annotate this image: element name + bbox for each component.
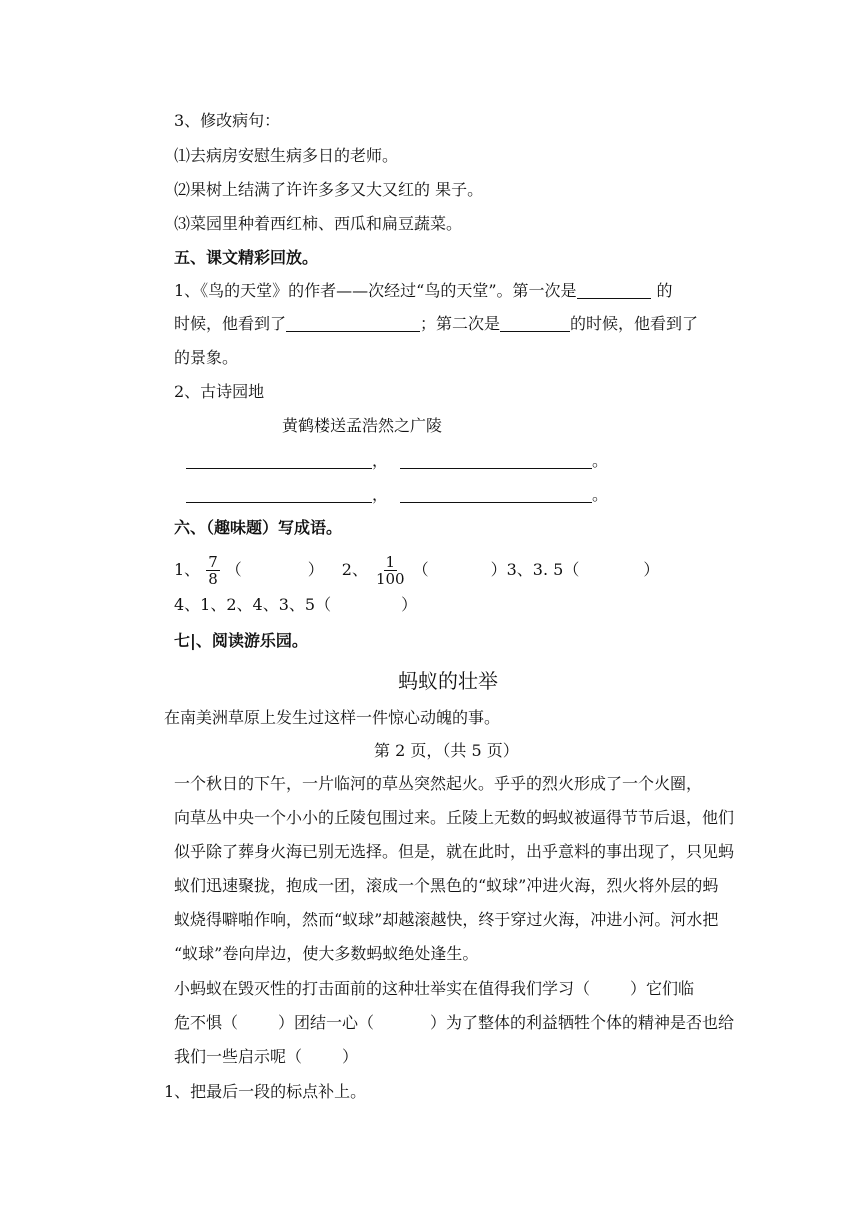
poem-comma-1: ， <box>372 451 389 470</box>
fraction-one-hundredth <box>374 554 407 587</box>
section-5-heading: 五、课文精彩回放。 <box>174 248 319 267</box>
q3-item-2: ⑵果树上结满了许许多多又大又红的 果子。 <box>174 180 484 199</box>
paren-close-1: ） <box>307 560 324 579</box>
q3-item-3: ⑶菜园里种着西红柿、西瓜和扁豆蔬菜。 <box>174 214 463 233</box>
para2-text-3b: ） <box>342 1047 359 1066</box>
para2-text-1a: 小蚂蚁在毁灭性的打击面前的这种壮举实在值得我们学习（ <box>174 979 591 998</box>
sec5-q1-line2 <box>174 313 698 335</box>
article-title: 蚂蚁的壮举 <box>398 669 498 693</box>
section-7-heading: 七|、阅读游乐园。 <box>174 631 308 650</box>
sec5-q1-line1 <box>174 280 673 302</box>
sec5-q1-text-c: 时候，他看到了 <box>174 314 287 333</box>
para2-text-2a: 危不惧（ <box>174 1013 239 1032</box>
item-4-text: 4、1、2、4、3、5（ <box>174 595 332 614</box>
sec5-q1-text-b: 的 <box>656 281 673 300</box>
poem-title: 黄鹤楼送孟浩然之广陵 <box>282 416 443 435</box>
fraction-2-numerator: 1 <box>385 553 396 571</box>
poem-line-1 <box>186 450 608 472</box>
sec5-q1-text-a: 1、《鸟的天堂》的作者——次经过“鸟的天堂”。第一次是 <box>174 281 577 300</box>
para2-text-2b: ）团结一心（ <box>278 1013 375 1032</box>
poem-line-2 <box>186 484 608 506</box>
q3-heading: 3、修改病句： <box>174 111 281 130</box>
fraction-1-denominator: 8 <box>208 570 218 588</box>
item-3-text: ）3、3. 5（ <box>490 560 580 579</box>
poem-comma-2: ， <box>372 485 389 504</box>
paren-open-2: （ <box>412 560 429 579</box>
para2-text-3a: 我们一些启示呢（ <box>174 1047 303 1066</box>
para2-line-1 <box>174 978 694 1000</box>
sec6-row2 <box>174 594 417 616</box>
section-6-heading: 六、（趣味题）写成语。 <box>174 518 343 537</box>
poem-blank-4[interactable] <box>400 502 592 503</box>
sec5-q1-text-e: 的时候，他看到了 <box>570 314 699 333</box>
para1-line-3: 似乎除了葬身火海已别无选择。但是，就在此时，出乎意料的事出现了，只见蚂 <box>174 842 735 861</box>
answer-blank-second-time[interactable] <box>500 331 570 332</box>
poem-period-1: 。 <box>592 451 609 470</box>
para1-line-5: 蚁烧得噼啪作响，然而“蚁球”却越滚越快，终于穿过火海，冲进小河。河水把 <box>174 910 719 929</box>
item-number-1: 1、 <box>174 560 201 579</box>
para2-line-2 <box>174 1012 734 1034</box>
poem-blank-2[interactable] <box>400 468 592 469</box>
page-footer: 第 2 页，（共 5 页） <box>374 741 519 760</box>
paren-close-4: ） <box>401 595 418 614</box>
sec5-q1-text-d: ；第二次是 <box>420 314 501 333</box>
poem-heading: 2、古诗园地 <box>174 382 265 401</box>
fraction-1-numerator: 7 <box>208 553 218 571</box>
fraction-seven-eighths <box>206 554 220 587</box>
paren-close-3: ） <box>643 560 660 579</box>
para2-text-2c: ）为了整体的利益牺牲个体的精神是否也给 <box>430 1013 735 1032</box>
para1-line-4: 蚁们迅速聚拢，抱成一团，滚成一个黑色的“蚁球”冲进火海，烈火将外层的蚂 <box>174 876 719 895</box>
answer-blank-first-scene[interactable] <box>286 331 420 332</box>
para1-line-2: 向草丛中央一个小小的丘陵包围过来。丘陵上无数的蚂蚁被逼得节节后退，他们 <box>174 808 735 827</box>
poem-blank-3[interactable] <box>186 502 372 503</box>
para1-line-1: 一个秋日的下午，一片临河的草丛突然起火。乎乎的烈火形成了一个火圈， <box>174 774 703 793</box>
answer-blank-first-time[interactable] <box>577 298 651 299</box>
article-intro: 在南美洲草原上发生过这样一件惊心动魄的事。 <box>164 708 501 727</box>
para1-line-6: “蚁球”卷向岸边，使大多数蚂蚁绝处逢生。 <box>174 944 479 963</box>
fraction-2-denominator: 100 <box>375 570 405 588</box>
q3-item-1: ⑴去病房安慰生病多日的老师。 <box>174 146 399 165</box>
sec6-row1 <box>174 552 659 588</box>
sec5-q1-text-f: 的景象。 <box>174 348 239 367</box>
para2-text-1b: ）它们临 <box>630 979 695 998</box>
poem-blank-1[interactable] <box>186 468 372 469</box>
task-1: 1、把最后一段的标点补上。 <box>164 1082 367 1101</box>
para2-line-3 <box>174 1046 358 1068</box>
paren-open-1: （ <box>225 560 242 579</box>
item-number-2: 2、 <box>341 560 368 579</box>
poem-period-2: 。 <box>592 485 609 504</box>
